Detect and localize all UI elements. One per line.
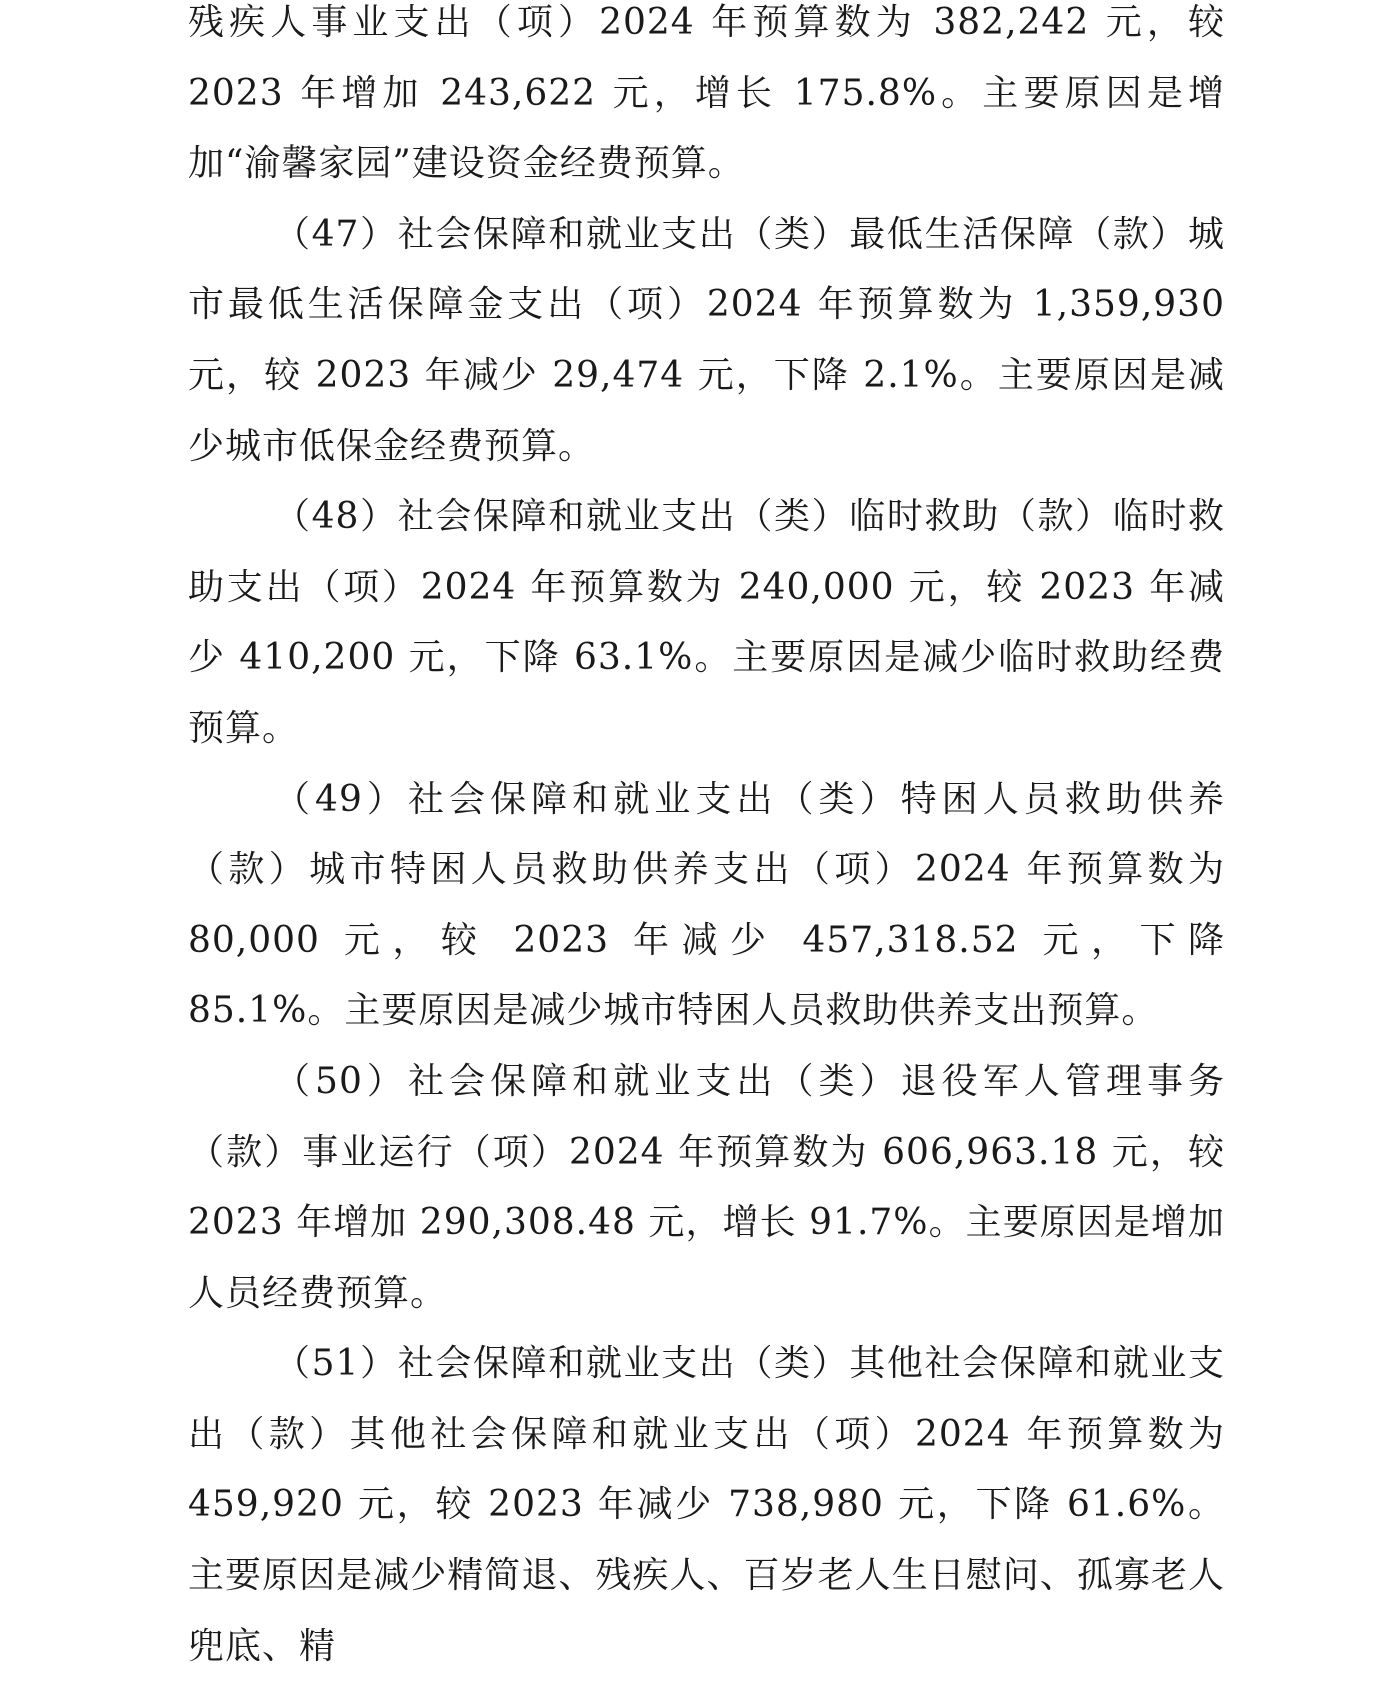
paragraph-49-extreme-poverty-support: （49）社会保障和就业支出（类）特困人员救助供养（款）城市特困人员救助供养支出（项）2024 年预算数为 80,000 元，较 2023 年减少 457,318.52 元，下降 85.1%。主要原因是减少城市特困人员救助供养支出预算。 [188, 778, 1225, 1032]
paragraph-disabled-affairs-tail: 残疾人事业支出（项）2024 年预算数为 382,242 元，较 2023 年增加 243,622 元，增长 175.8%。主要原因是增加“渝馨家园”建设资金经费预算。 [188, 2, 1225, 185]
paragraph-50-veterans-affairs: （50）社会保障和就业支出（类）退役军人管理事务（款）事业运行（项）2024 年预算数为 606,963.18 元，较 2023 年增加 290,308.48 元，增长 91.7%。主要原因是增加人员经费预算。 [188, 1060, 1225, 1314]
paragraph-48-temporary-assistance: （48）社会保障和就业支出（类）临时救助（款）临时救助支出（项）2024 年预算数为 240,000 元，较 2023 年减少 410,200 元，下降 63.1%。主要原因是减少临时救助经费预算。 [188, 496, 1225, 749]
paragraph-47-minimum-living-security: （47）社会保障和就业支出（类）最低生活保障（款）城市最低生活保障金支出（项）2024 年预算数为 1,359,930 元，较 2023 年减少 29,474 元，下降 2.1%。主要原因是减少城市低保金经费预算。 [188, 213, 1225, 467]
paragraph-51-other-social-security: （51）社会保障和就业支出（类）其他社会保障和就业支出（款）其他社会保障和就业支出（项）2024 年预算数为 459,920 元，较 2023 年减少 738,980 元，下降 61.6%。主要原因是减少精简退、残疾人、百岁老人生日慰问、孤寡老人兜底、精 [188, 1343, 1225, 1667]
body-text [188, 0, 1225, 1682]
